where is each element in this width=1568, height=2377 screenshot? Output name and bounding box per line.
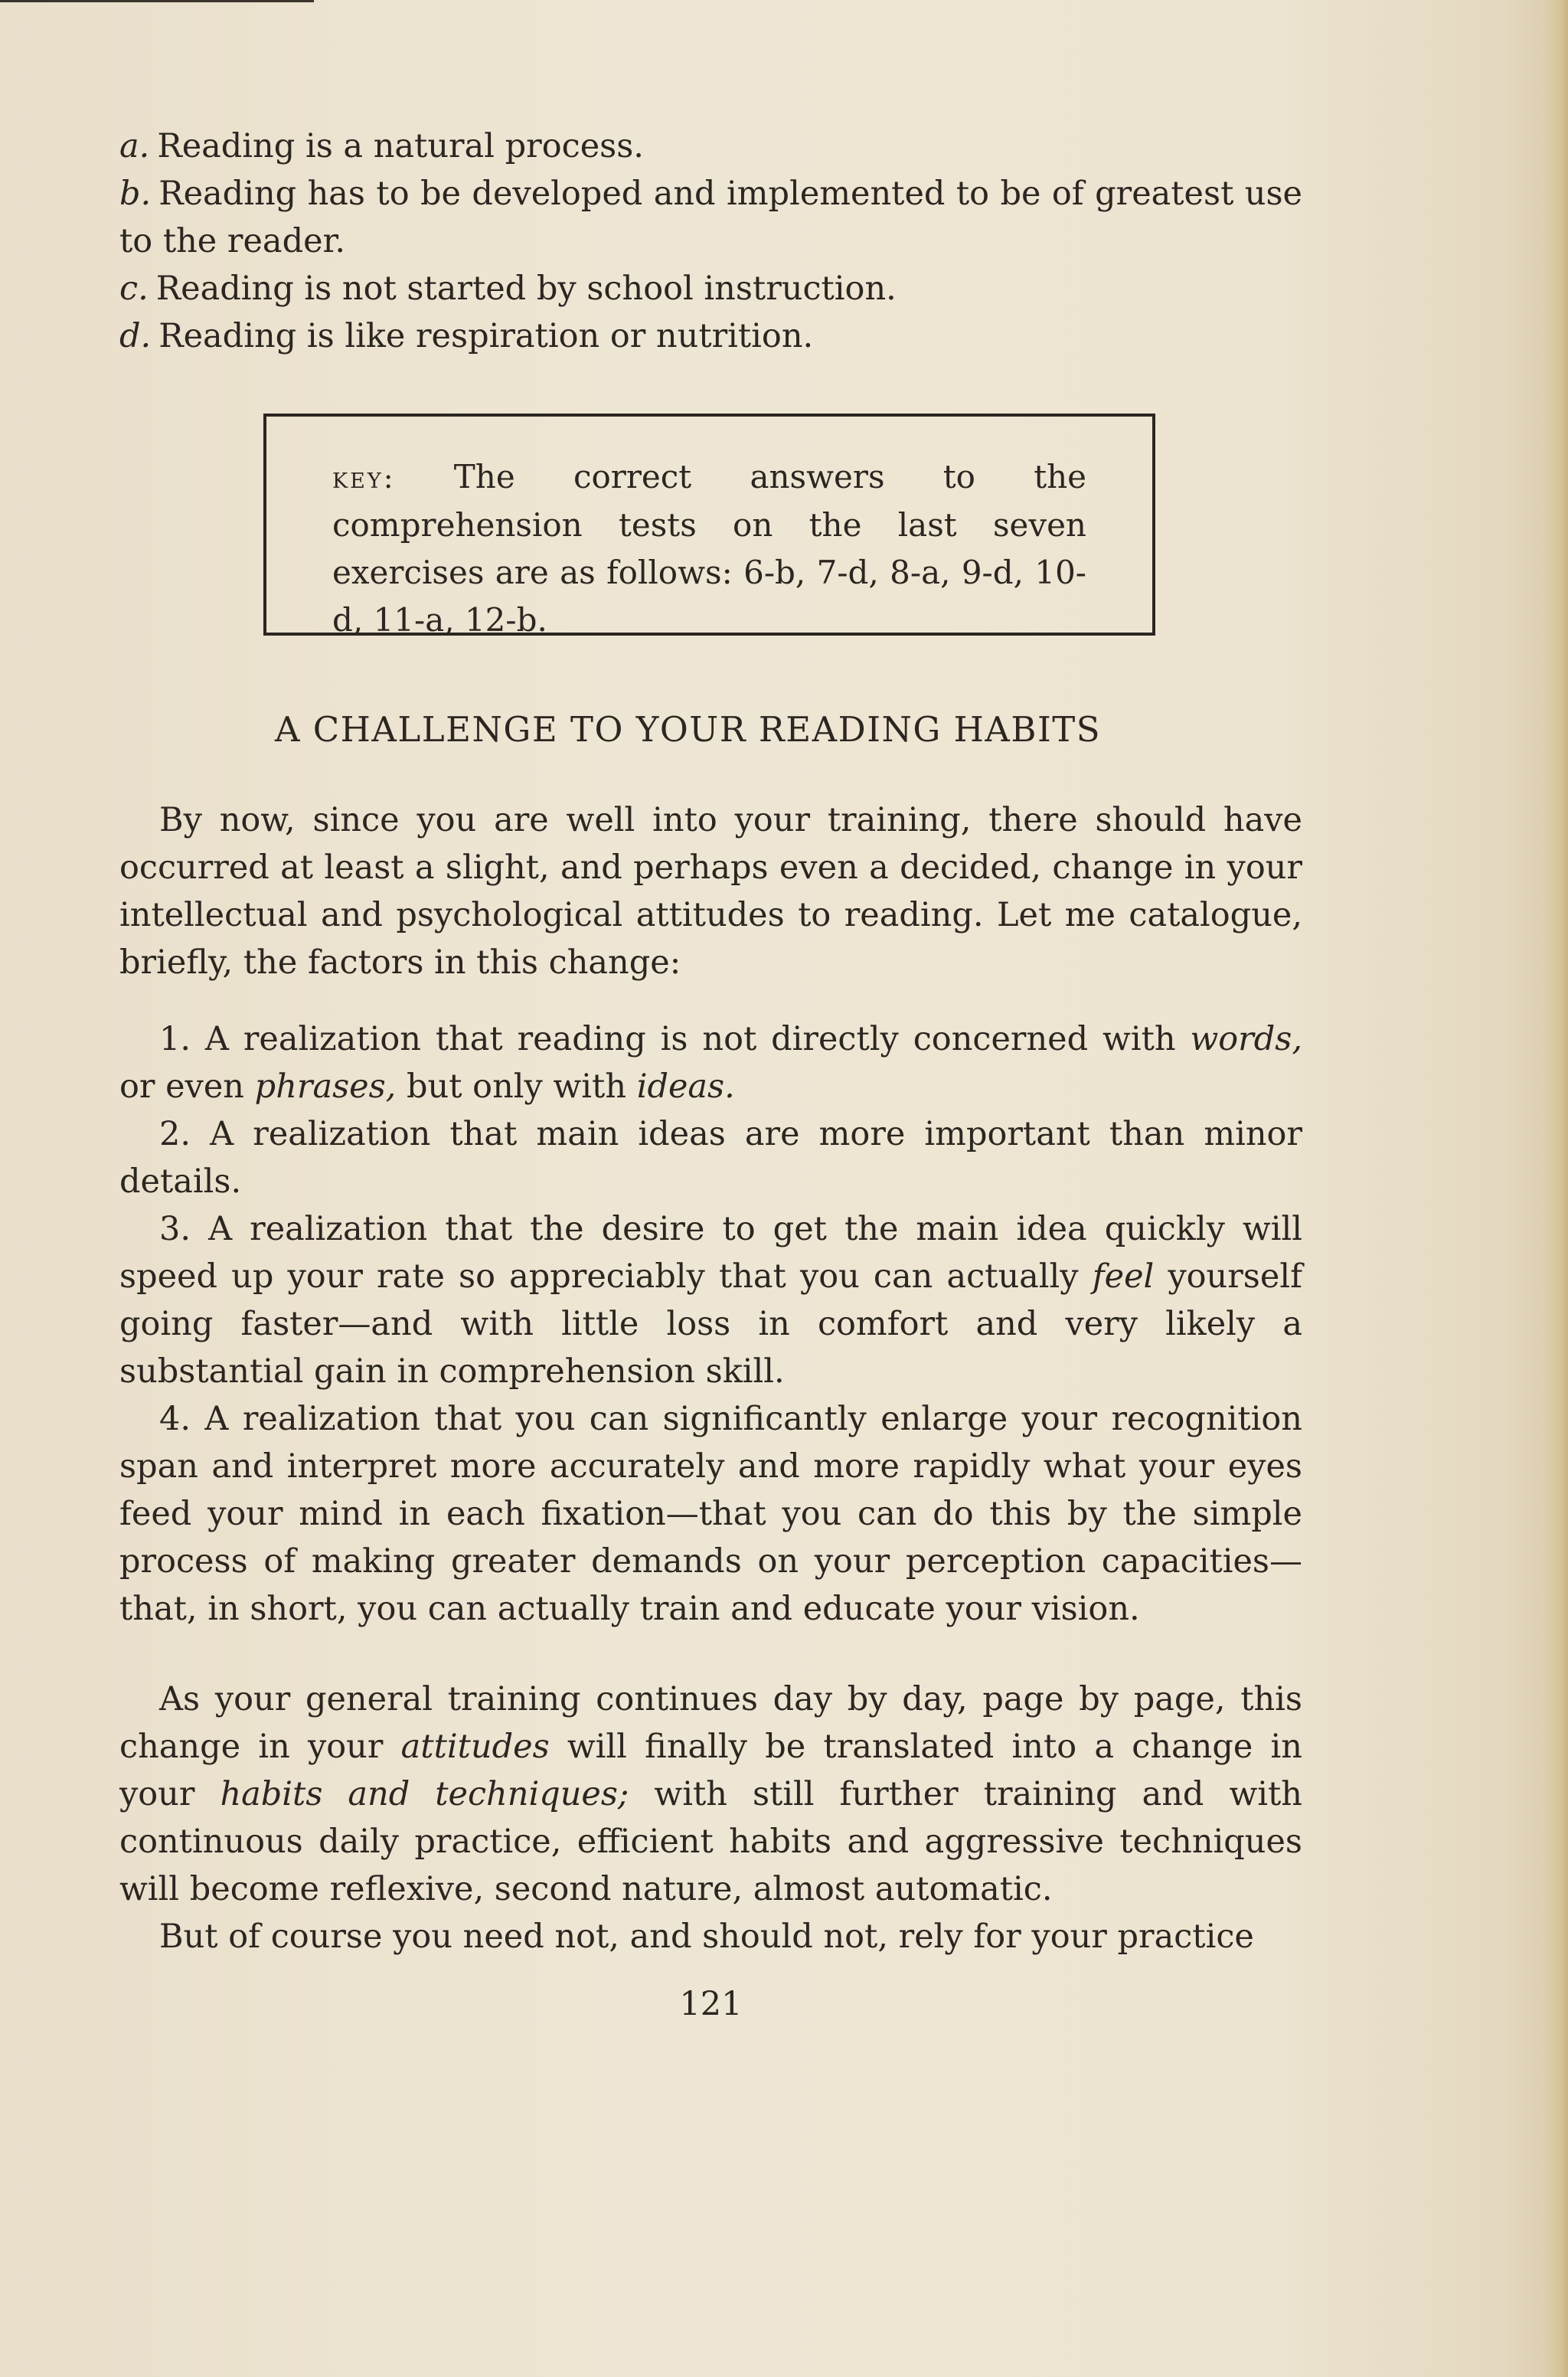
list-item: 4. A realization that you can significantly enlarge your recognition span and interpret more accurately and more rapidly what your eyes feed your mind in each fixation—that you can do this by the simple process of making greater demands on your perception capacities—that, in short, you can actually train and educate your vision.	[119, 1400, 1302, 1628]
intro-paragraph: By now, since you are well into your training, there should have occurred at least a slight, and perhaps even a decided, change in your intellectual and psychological attitudes to reading. Let me catalogue, briefly, the factors in this change:	[119, 801, 1302, 982]
answer-key-box	[263, 414, 1155, 639]
page-content	[119, 123, 1302, 1960]
option-c: c. Reading is not started by school instruction.	[119, 270, 897, 308]
change-factors-list	[119, 1015, 1302, 1633]
final-paragraph: But of course you need not, and should not, rely for your practice	[159, 1918, 1254, 1956]
page-edge-shadow	[1545, 0, 1568, 2377]
page-number: 121	[679, 1985, 743, 2023]
list-item: 2. A realization that main ideas are more important than minor details.	[119, 1115, 1302, 1201]
key-text: The correct answers to the comprehension tests on the last seven exercises are as follows: 6-b, 7-d, 8-a, 9-d, 10-d, 11-a, 12-b.	[332, 458, 1086, 639]
list-item: 1. A realization that reading is not directly concerned with words, or even phrases, but only with ideas.	[119, 1020, 1302, 1106]
closing-paragraph: As your general training continues day by day, page by page, this change in your attitudes will finally be translated into a change in your habits and techniques; with still further training and with continuous daily practice, efficient habits and aggressive techniques will become reflexive, second nature, almost automatic.	[119, 1680, 1303, 1908]
option-b: b. Reading has to be developed and implemented to be of greatest use to the reader.	[119, 175, 1302, 260]
top-rule-divider	[0, 0, 314, 2]
answer-options	[119, 123, 1302, 360]
section-heading: A CHALLENGE TO YOUR READING HABITS	[274, 709, 1102, 750]
option-d: d. Reading is like respiration or nutrition.	[119, 317, 814, 355]
list-item: 3. A realization that the desire to get the main idea quickly will speed up your rate so appreciably that you can actually feel yourself going faster—and with little loss in comfort and very likely a substantial gain in comprehension skill.	[119, 1210, 1302, 1391]
key-label: key:	[332, 461, 396, 495]
option-a: a. Reading is a natural process.	[119, 127, 644, 165]
